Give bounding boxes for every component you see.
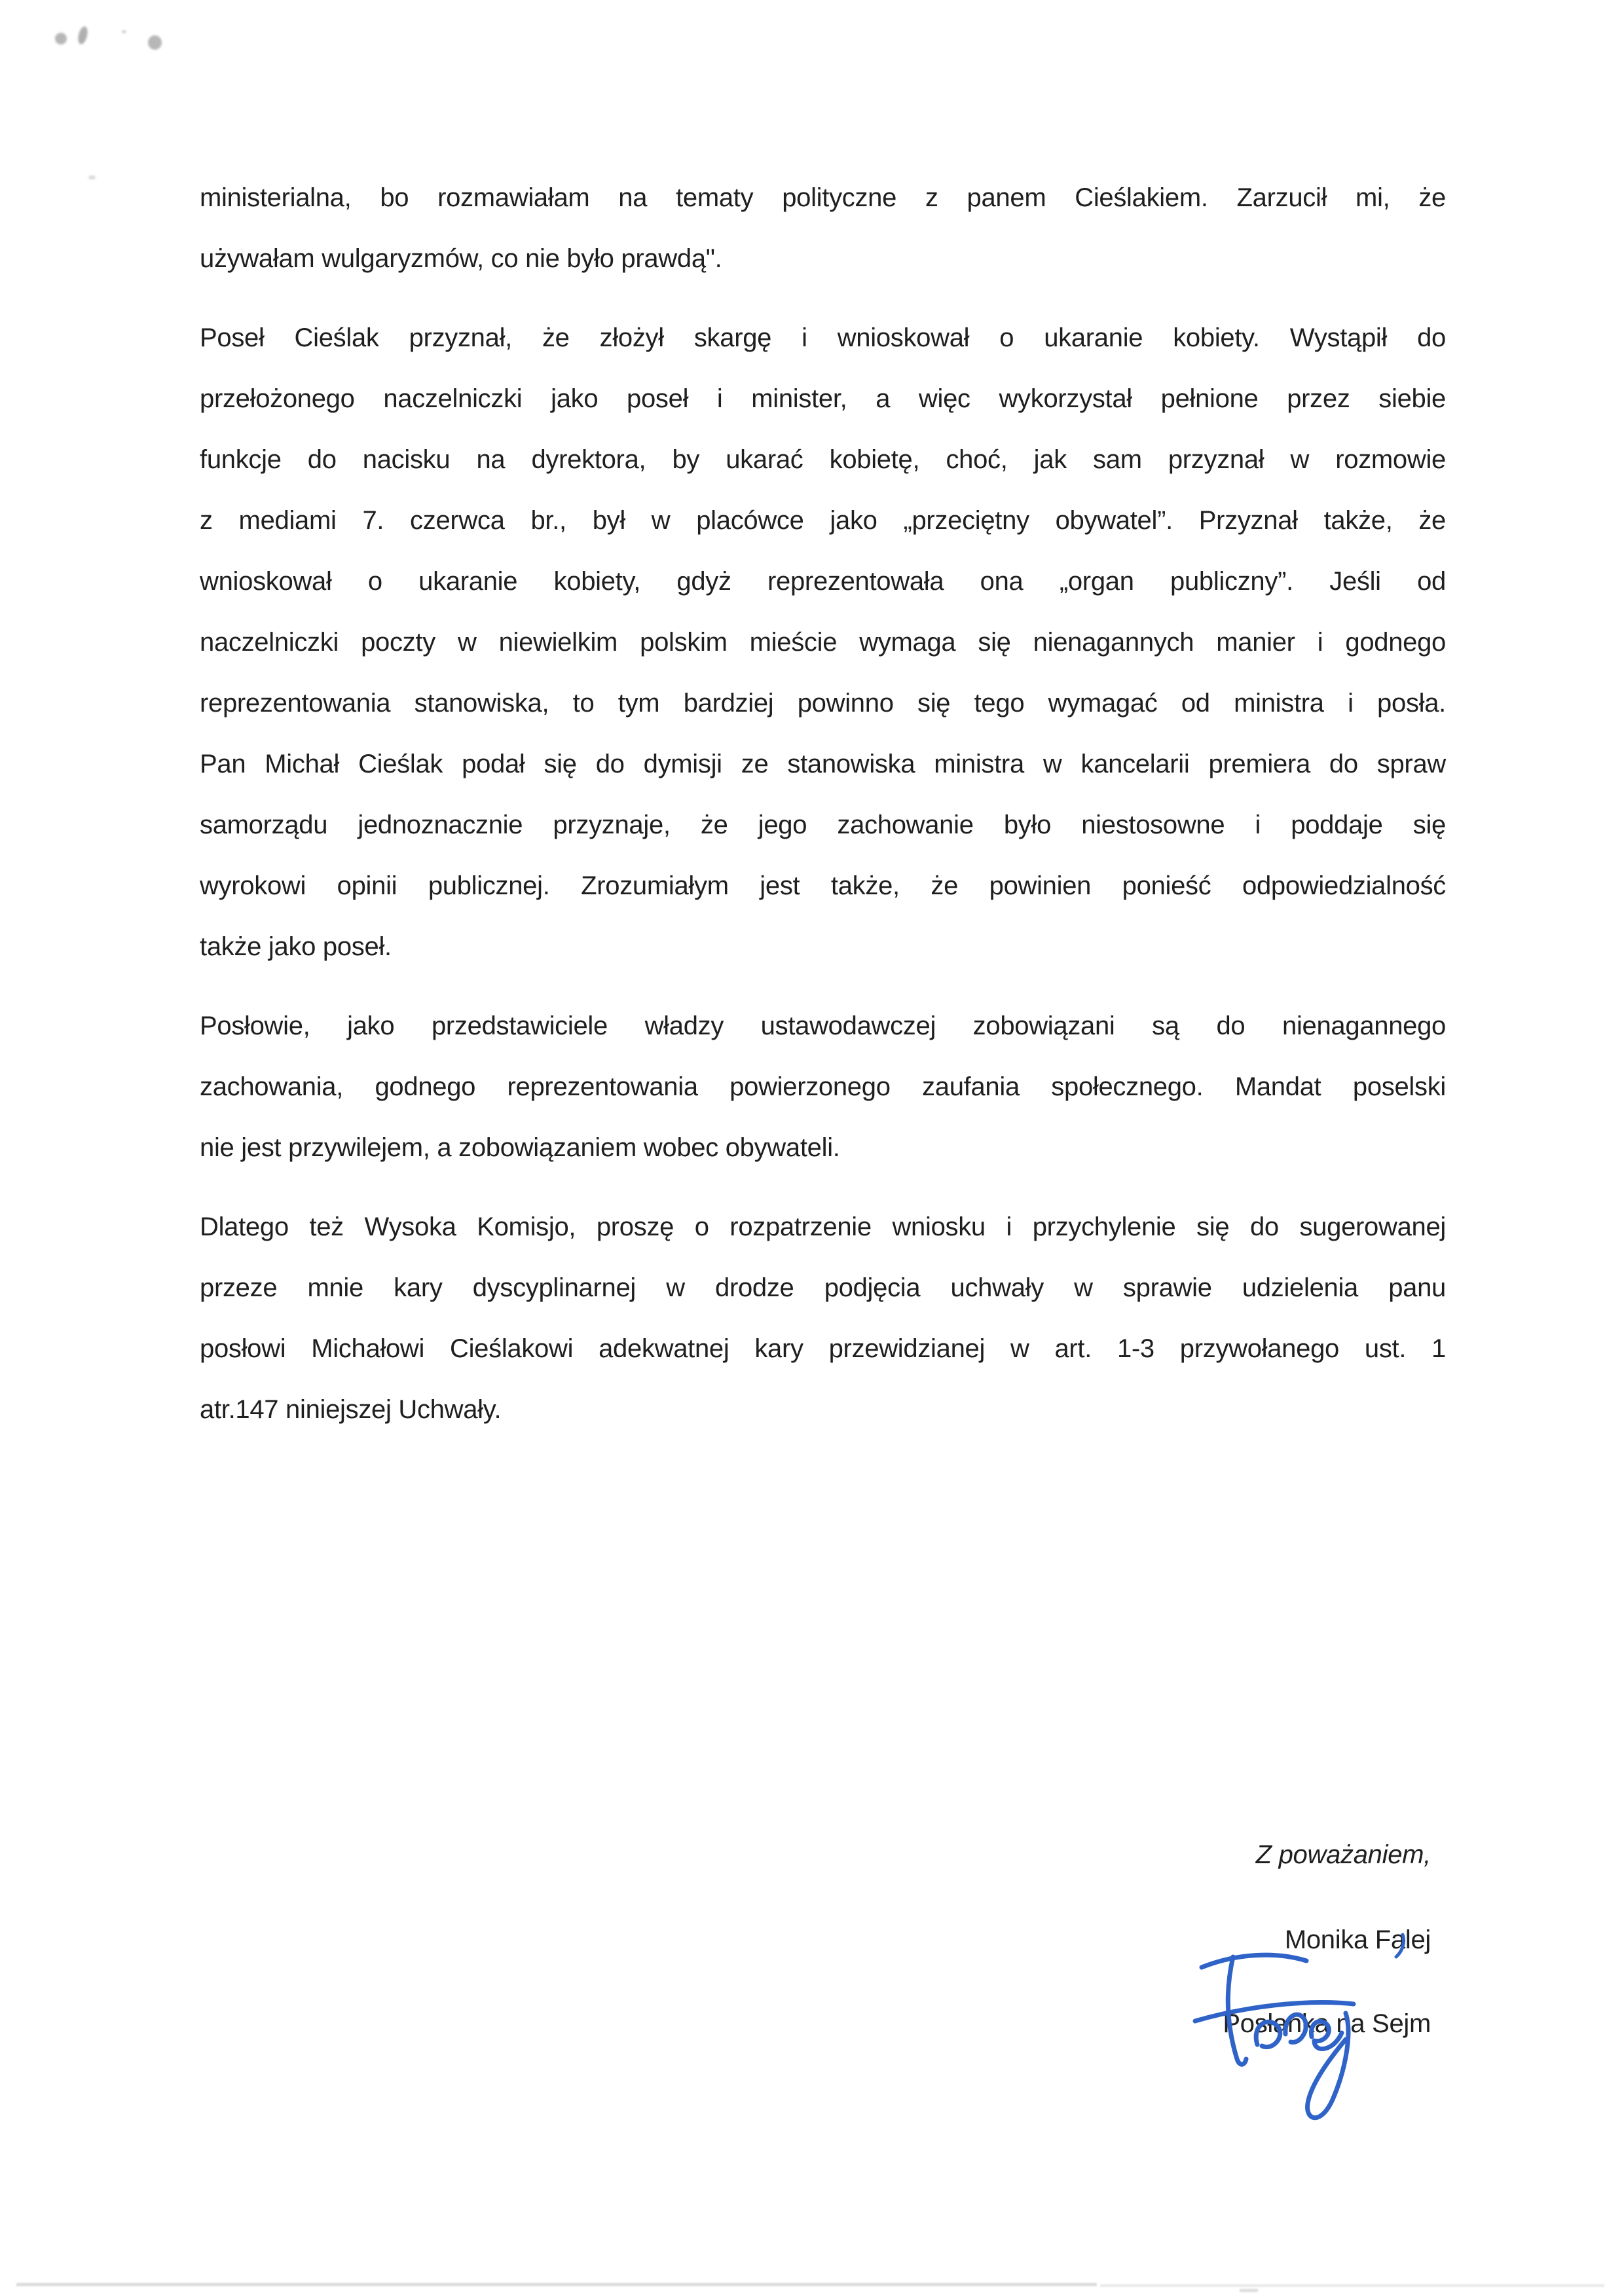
text-line: samorządu jednoznacznie przyznaje, że jego zachowanie było niestosowne i poddaje się (200, 811, 1446, 839)
scan-streak (1100, 2284, 1604, 2287)
scan-smudge (77, 26, 89, 45)
scan-smudge (53, 31, 68, 46)
text-line: ministerialna, bo rozmawiałam na tematy polityczne z panem Cieślakiem. Zarzucił mi, że (200, 183, 1446, 212)
text-line: atr.147 niniejszej Uchwały. (200, 1395, 502, 1424)
paragraph (200, 996, 1446, 1178)
text-line: używałam wulgaryzmów, co nie było prawdą". (200, 244, 722, 273)
text-line: naczelniczki poczty w niewielkim polskim mieście wymaga się nienagannych manier i godnego (200, 628, 1446, 657)
text-line: przeze mnie kary dyscyplinarnej w drodze podjęcia uchwały w sprawie udzielenia panu (200, 1273, 1446, 1302)
handwritten-signature-icon (1189, 1948, 1385, 2138)
paragraph (200, 1197, 1446, 1440)
scan-smudge (88, 175, 96, 179)
text-line: posłowi Michałowi Cieślakowi adekwatnej kary przewidzianej w art. 1-3 przywołanego ust. 1 (200, 1334, 1446, 1363)
text-line: Dlatego też Wysoka Komisjo, proszę o rozpatrzenie wniosku i przychylenie się do sugerowanej (200, 1212, 1446, 1241)
scan-streak (16, 2283, 1097, 2286)
text-line: wyrokowi opinii publicznej. Zrozumiałym jest także, że powinien ponieść odpowiedzialność (200, 871, 1446, 900)
text-line: z mediami 7. czerwca br., był w placówce jako „przeciętny obywatel”. Przyznał także, że (200, 506, 1446, 535)
text-line: Posłowie, jako przedstawiciele władzy ustawodawczej zobowiązani są do nienagannego (200, 1011, 1446, 1040)
signer-name: Monika Falej (1284, 1925, 1431, 1954)
text-line: Poseł Cieślak przyznał, że złożył skargę i wnioskował o ukaranie kobiety. Wystąpił do (200, 323, 1446, 352)
text-line: wnioskował o ukaranie kobiety, gdyż reprezentowała ona „organ publiczny”. Jeśli od (200, 567, 1446, 596)
valediction: Z poważaniem, (1255, 1840, 1431, 1869)
text-line: nie jest przywilejem, a zobowiązaniem wobec obywateli. (200, 1133, 840, 1162)
scan-streak (1240, 2289, 1258, 2292)
paragraph (200, 168, 1446, 289)
text-line: także jako poseł. (200, 932, 392, 961)
text-line: zachowania, godnego reprezentowania powierzonego zaufania społecznego. Mandat poselski (200, 1072, 1446, 1101)
text-line: przełożonego naczelniczki jako poseł i minister, a więc wykorzystał pełnione przez siebie (200, 384, 1446, 413)
text-line: reprezentowania stanowiska, to tym bardziej powinno się tego wymagać od ministra i posła. (200, 689, 1446, 718)
text-line: Pan Michał Cieślak podał się do dymisji ze stanowiska ministra w kancelarii premiera do spraw (200, 750, 1446, 778)
signer-role: Posłanka na Sejm (1223, 2009, 1431, 2038)
pen-mark-icon (1393, 1933, 1407, 1959)
scan-smudge (148, 35, 162, 50)
text-line: funkcje do nacisku na dyrektora, by ukarać kobietę, choć, jak sam przyznał w rozmowie (200, 445, 1446, 474)
scan-smudge (122, 30, 126, 33)
paragraph (200, 308, 1446, 977)
